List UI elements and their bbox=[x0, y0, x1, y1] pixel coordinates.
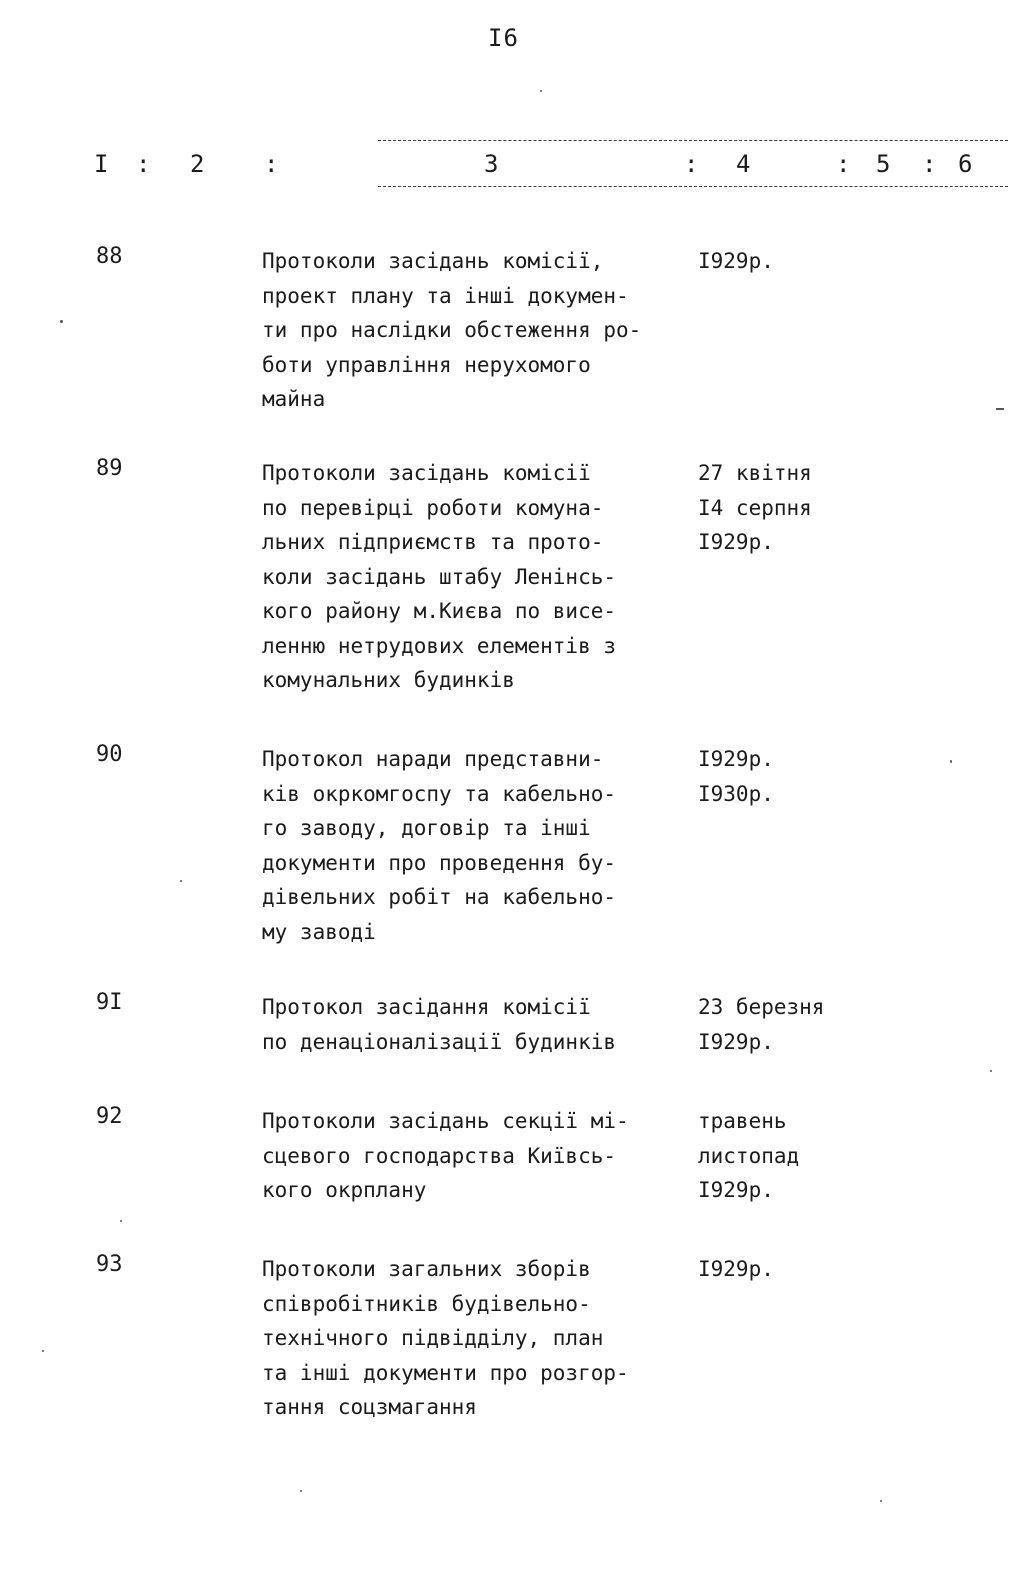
description-line: Протоколи засідань комісії, bbox=[262, 249, 604, 273]
description-line: документи про проведення бу- bbox=[262, 850, 617, 875]
page-number: I6 bbox=[488, 24, 519, 52]
description-line: по денаціоналізації будинків bbox=[262, 1029, 617, 1054]
header-separator-5: : bbox=[922, 150, 937, 178]
entry-description bbox=[262, 456, 702, 698]
entry-dates bbox=[698, 1252, 868, 1287]
header-bottom-rule bbox=[378, 186, 1008, 187]
date-line: I929р. bbox=[698, 747, 774, 771]
entry-number: 90 bbox=[96, 742, 123, 767]
entry-dates bbox=[698, 244, 868, 279]
description-line: Протоколи загальних зборів bbox=[262, 1257, 591, 1281]
header-col-1: I bbox=[94, 150, 109, 178]
description-line: Протокол наради представни- bbox=[262, 747, 604, 771]
header-separator-3: : bbox=[684, 150, 699, 178]
header-separator-2: : bbox=[264, 150, 279, 178]
date-line: 27 квітня bbox=[698, 461, 812, 485]
entry-number: 92 bbox=[96, 1104, 123, 1129]
entry-description bbox=[262, 742, 702, 949]
entry-number: 88 bbox=[96, 244, 123, 269]
description-line: Протокол засідання комісії bbox=[262, 995, 591, 1019]
description-line: по перевірці роботи комуна- bbox=[262, 495, 604, 520]
entry-description bbox=[262, 244, 702, 417]
description-line: комунальних будинків bbox=[262, 668, 515, 692]
header-separator-4: : bbox=[836, 150, 851, 178]
date-line: 23 березня bbox=[698, 995, 825, 1019]
date-line: I929р. bbox=[698, 1029, 774, 1054]
entry-number: 89 bbox=[96, 456, 123, 481]
description-line: та інші документи про розгор- bbox=[262, 1360, 629, 1385]
entry-description bbox=[262, 1104, 702, 1208]
description-line: ленню нетрудових елементів з bbox=[262, 633, 617, 658]
description-line: майна bbox=[262, 387, 326, 411]
description-line: льних підприємств та прото- bbox=[262, 530, 604, 554]
entry-dates bbox=[698, 1104, 868, 1208]
date-line: травень bbox=[698, 1109, 787, 1133]
description-line: проект плану та інші докумен- bbox=[262, 283, 629, 308]
description-line: коли засідань штабу Ленінсь- bbox=[262, 564, 617, 589]
date-line: листопад bbox=[698, 1143, 800, 1168]
header-col-4: 4 bbox=[736, 150, 751, 178]
entry-dates bbox=[698, 742, 868, 811]
header-separator-1: : bbox=[136, 150, 151, 178]
description-line: сцевого господарства Київсь- bbox=[262, 1143, 617, 1168]
header-col-3: 3 bbox=[484, 150, 499, 178]
description-line: кого району м.Києва по висе- bbox=[262, 599, 617, 623]
entry-description bbox=[262, 1252, 702, 1425]
date-line: I929р. bbox=[698, 1178, 774, 1202]
description-line: ти про наслідки обстеження ро- bbox=[262, 318, 642, 342]
header-col-5: 5 bbox=[876, 150, 891, 178]
date-line: I929р. bbox=[698, 249, 774, 273]
description-line: го заводу, договір та інші bbox=[262, 816, 591, 840]
description-line: боти управління нерухомого bbox=[262, 352, 591, 377]
description-line: кого окрплану bbox=[262, 1178, 427, 1202]
entry-dates bbox=[698, 456, 868, 560]
entry-description bbox=[262, 990, 702, 1059]
description-line: дівельних робіт на кабельно- bbox=[262, 885, 617, 909]
description-line: співробітників будівельно- bbox=[262, 1291, 591, 1316]
description-line: ків окркомгоспу та кабельно- bbox=[262, 781, 617, 806]
description-line: му заводі bbox=[262, 919, 376, 944]
entry-number: 93 bbox=[96, 1252, 123, 1277]
date-line: I930р. bbox=[698, 781, 774, 806]
entry-number: 9I bbox=[96, 990, 123, 1015]
description-line: технічного підвідділу, план bbox=[262, 1326, 604, 1350]
date-line: I4 серпня bbox=[698, 495, 812, 520]
description-line: тання соцзмагання bbox=[262, 1395, 477, 1419]
description-line: Протоколи засідань секції мі- bbox=[262, 1109, 629, 1133]
date-line: I929р. bbox=[698, 1257, 774, 1281]
entry-dates bbox=[698, 990, 868, 1059]
header-col-2: 2 bbox=[190, 150, 205, 178]
header-top-rule bbox=[378, 140, 1008, 141]
header-col-6: 6 bbox=[958, 150, 973, 178]
date-line: I929р. bbox=[698, 530, 774, 554]
description-line: Протоколи засідань комісії bbox=[262, 461, 591, 485]
